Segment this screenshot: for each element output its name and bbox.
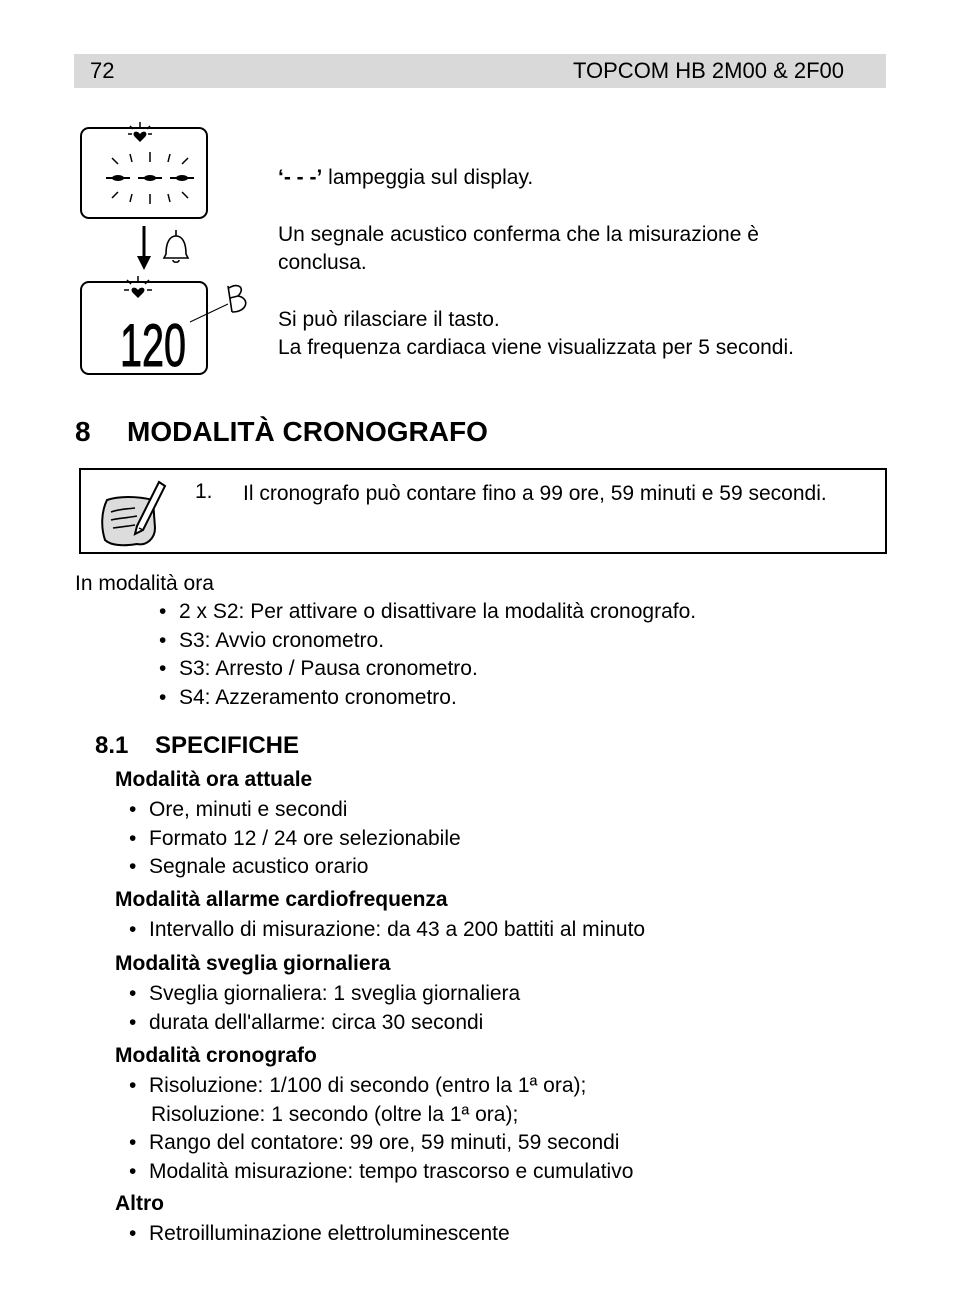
spec-list-heart-alarm xyxy=(127,916,645,945)
note-pencil-icon xyxy=(97,478,167,550)
lcd-dashes-figure xyxy=(80,120,210,222)
list-item: • S3: Avvio cronometro. xyxy=(157,627,696,656)
document-title: TOPCOM HB 2M00 & 2F00 xyxy=(572,58,844,83)
list-item: • Rango del contatore: 99 ore, 59 minuti, 59 secondi xyxy=(127,1129,633,1158)
list-item: • S4: Azzeramento cronometro. xyxy=(157,684,696,713)
section-8-1-heading xyxy=(95,732,299,760)
list-item: • durata dell'allarme: circa 30 secondi xyxy=(127,1009,520,1038)
list-item: • S3: Arresto / Pausa cronometro. xyxy=(157,655,696,684)
lcd-heart-rate-figure xyxy=(80,272,250,376)
blink-symbol: ‘- - -’ xyxy=(278,166,323,189)
list-item: • Sveglia giornaliera: 1 sveglia giornaliera xyxy=(127,980,520,1009)
list-item: • 2 x S2: Per attivare o disattivare la modalità cronografo. xyxy=(157,598,696,627)
caption-release xyxy=(278,306,794,362)
spec-heading-chrono: Modalità cronografo xyxy=(115,1044,317,1067)
beep-line-1: Un segnale acustico conferma che la misurazione è xyxy=(278,223,759,246)
time-mode-list xyxy=(157,598,696,712)
heart-icon xyxy=(128,122,152,142)
spec-list-current-time xyxy=(127,796,461,882)
page-number: 72 xyxy=(90,58,115,83)
list-item: • Retroilluminazione elettroluminescente xyxy=(127,1220,510,1249)
heart-icon xyxy=(124,276,152,298)
list-item: • Segnale acustico orario xyxy=(127,853,461,882)
resolution-line-1: Risoluzione: 1/100 di secondo (entro la 1ª ora); xyxy=(149,1074,587,1097)
note-text: Il cronografo può contare fino a 99 ore, 59 minuti e 59 secondi. xyxy=(243,482,827,505)
down-arrow-icon xyxy=(137,226,151,270)
spec-heading-other: Altro xyxy=(115,1192,164,1215)
spec-list-other xyxy=(127,1220,510,1249)
arrow-bell-figure xyxy=(130,224,200,274)
blinking-dashes xyxy=(106,175,194,181)
spec-heading-current-time: Modalità ora attuale xyxy=(115,768,313,791)
label-b-callout xyxy=(228,286,246,312)
beep-line-2: conclusa. xyxy=(278,251,367,274)
list-item: • Formato 12 / 24 ore selezionabile xyxy=(127,825,461,854)
note-box xyxy=(79,468,887,554)
section-title: MODALITÀ CRONOGRAFO xyxy=(127,416,488,447)
page-header xyxy=(74,54,886,88)
spec-list-chrono xyxy=(127,1072,633,1186)
list-item: • Modalità misurazione: tempo trascorso e cumulativo xyxy=(127,1158,633,1187)
section-number: 8 xyxy=(75,416,91,447)
heart-rate-value: 120 xyxy=(120,312,186,376)
bell-icon xyxy=(164,230,188,262)
list-item: • Ore, minuti e secondi xyxy=(127,796,461,825)
subsection-title: SPECIFICHE xyxy=(155,732,300,759)
release-line-1: Si può rilasciare il tasto. xyxy=(278,308,500,331)
list-item: • Intervallo di misurazione: da 43 a 200 battiti al minuto xyxy=(127,916,645,945)
spec-list-daily-alarm xyxy=(127,980,520,1037)
caption-blink xyxy=(278,164,533,192)
blink-text: lampeggia sul display. xyxy=(322,166,534,189)
note-number: 1. xyxy=(195,480,213,503)
resolution-line-2: Risoluzione: 1 secondo (oltre la 1ª ora); xyxy=(151,1102,519,1126)
spec-heading-heart-alarm: Modalità allarme cardiofrequenza xyxy=(115,888,448,911)
release-line-2: La frequenza cardiaca viene visualizzata per 5 secondi. xyxy=(278,336,794,359)
spec-heading-daily-alarm: Modalità sveglia giornaliera xyxy=(115,952,391,975)
subsection-number: 8.1 xyxy=(95,732,129,759)
caption-beep xyxy=(278,221,759,277)
time-mode-intro: In modalità ora xyxy=(75,572,214,595)
list-item xyxy=(127,1072,633,1129)
section-8-heading xyxy=(75,416,488,448)
